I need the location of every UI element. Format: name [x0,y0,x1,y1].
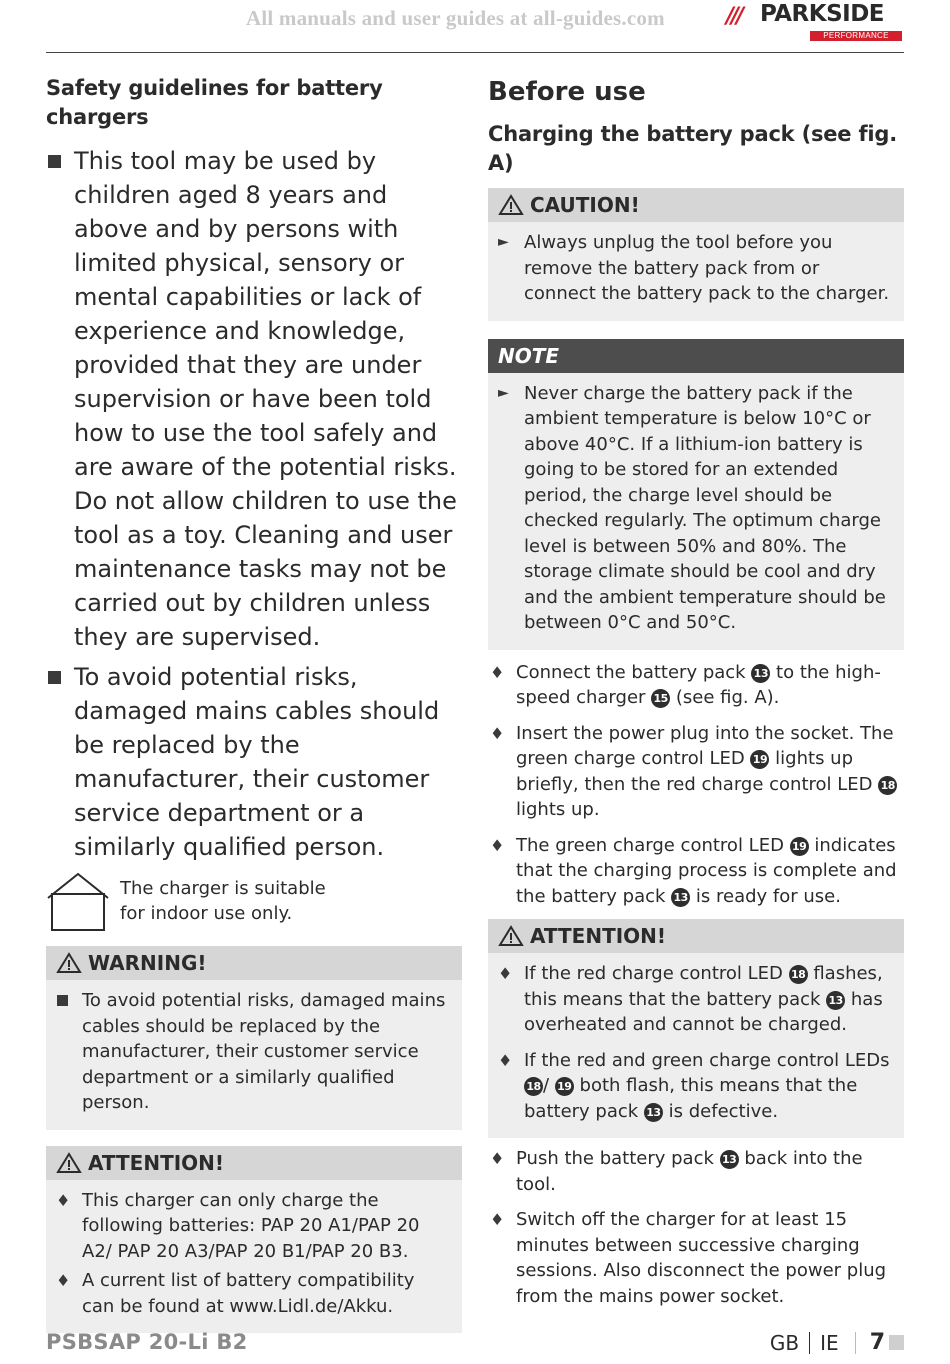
footer-page-info [770,1330,904,1355]
charging-subheading: Charging the battery pack (see fig. A) [488,122,898,175]
indoor-line-1: The charger is suitable [120,878,326,899]
list-item [488,833,904,910]
header-divider [46,52,904,53]
list-item-text: Always unplug the tool before you remove the battery pack from or connect the battery pack to the charger. [524,232,890,304]
diamond-bullet-icon: ♦ [490,1210,505,1229]
list-item [488,1146,904,1197]
footer-separator [809,1332,810,1354]
footer-separator [855,1332,856,1354]
list-item [56,1268,452,1319]
ref-number-red-led: 18 [524,1077,543,1096]
list-item [498,230,894,307]
ref-number-red-led: 18 [789,965,808,984]
footer-country-ie: IE [820,1330,839,1355]
attention-header [488,919,904,953]
logo-slashes: /// [726,4,742,29]
page-number: 7 [869,1330,885,1355]
diamond-bullet-icon: ♦ [490,1149,505,1168]
ref-number-green-led: 19 [555,1077,574,1096]
ref-number-battery-pack: 13 [751,664,770,683]
caution-box [488,188,904,321]
logo-wordmark: PARKSIDE [760,1,885,27]
note-body [488,373,904,642]
step-text: back into the tool. [516,1148,863,1195]
diamond-bullet-icon: ♦ [490,662,505,682]
diamond-bullet-icon: ♦ [56,1271,71,1290]
diamond-bullet-icon: ♦ [498,964,513,983]
list-item [488,1207,904,1309]
safety-list [46,144,462,864]
square-bullet-icon [48,155,61,168]
diamond-bullet-icon: ♦ [56,1190,71,1210]
step-text: Connect the battery pack [516,661,752,683]
indoor-use-text [120,876,326,926]
warning-triangle-icon [56,952,82,974]
ref-number-charger: 15 [651,689,670,708]
step-text: lights up briefly, then the red charge control LED [516,748,879,795]
watermark-text: All manuals and user guides at all-guides.com [246,6,665,30]
indoor-use-notice [46,870,462,936]
right-column [488,74,904,1319]
warning-triangle-icon [498,925,524,947]
step-text: Insert the power plug into the socket. The green charge control LED [516,722,894,769]
item-text: is defective. [662,1100,779,1122]
diamond-bullet-icon: ♦ [498,1050,513,1070]
warning-body [46,980,462,1122]
note-title: NOTE [498,343,560,368]
list-item [56,988,452,1116]
list-item-text: This charger can only charge the following batteries: PAP 20 A1/PAP 20 A2/ PAP 20 A3/PAP 20 B1/PAP 20 B3. [82,1189,420,1262]
step-text: Push the battery pack [516,1148,720,1169]
left-column [46,74,462,1333]
logo-performance-badge: PERFORMANCE [810,31,902,41]
item-text: has overheated and cannot be charged. [524,988,883,1035]
list-item [498,381,894,636]
step-text: indicates that the charging process is complete and the battery pack [516,834,897,907]
house-icon [46,872,110,932]
warning-triangle-icon [56,1152,82,1174]
parkside-logo [726,0,904,42]
list-item [46,144,462,654]
step-text: lights up. [516,799,600,820]
list-item [498,961,894,1038]
list-item-text: Never charge the battery pack if the ambient temperature is below 10°C or above 40°C. If a lithium-ion battery is going to be stored for an extended period, the charge level should be checked regularly. The optimum charge level is between 50% and 80%. The storage climate should be cool and dry and the ambient temperature should be between 0°C and 50°C. [524,382,886,633]
ref-number-battery-pack: 13 [671,888,690,907]
item-text: If the red charge control LED [524,963,789,984]
list-item [488,721,904,823]
list-item [56,1188,452,1265]
ref-number-battery-pack: 13 [644,1103,663,1122]
warning-triangle-icon [498,194,524,216]
note-box [488,339,904,650]
caution-body [488,222,904,313]
list-item [488,660,904,711]
caution-header [488,188,904,222]
footer-model-name: PSBSAP 20-Li B2 [46,1330,248,1354]
step-text: Switch off the charger for at least 15 minutes between successive charging sessions. Also disconnect the power plug from the mains power socket. [516,1209,887,1307]
item-text: both flash, this means that the battery pack [524,1075,858,1122]
attention-body [46,1180,462,1326]
page-marker-icon [889,1335,904,1350]
item-text: flashes, this means that the battery pack [524,963,883,1010]
ref-number-battery-pack: 13 [720,1150,739,1169]
ref-number-green-led: 19 [750,750,769,769]
list-item-text: To avoid potential risks, damaged mains cables should be replaced by the manufacturer, their customer service department or a similarly qualified person. [74,663,440,861]
list-item-text: To avoid potential risks, damaged mains cables should be replaced by the manufacturer, their customer service department or a similarly qualified person. [82,990,446,1113]
ref-number-battery-pack: 13 [826,991,845,1010]
triangle-bullet-icon: ► [498,384,509,401]
diamond-bullet-icon: ♦ [490,723,505,743]
before-use-title: Before use [488,77,646,107]
step-text: is ready for use. [690,885,841,907]
attention-box [46,1146,462,1334]
list-item [498,1048,894,1125]
diamond-bullet-icon: ♦ [490,835,505,855]
safety-heading: Safety guidelines for battery chargers [46,76,383,129]
note-header [488,339,904,373]
charging-steps [488,660,904,910]
step-text: The green charge control LED [516,834,790,856]
attention-body [488,953,904,1130]
warning-header [46,946,462,980]
step-text: (see fig. A). [670,687,780,708]
list-item-text: This tool may be used by children aged 8 years and above and by persons with limited physical, sensory or mental capabilities or lack of experience and knowledge, provided that they are under supervision or have been told how to use the tool safely and are aware of the potential risks. Do not allow children to use the tool as a toy. Cleaning and user maintenance tasks may not be carried out by children unless they are supervised. [74,147,457,651]
indoor-line-2: for indoor use only. [120,903,293,924]
final-steps [488,1146,904,1309]
footer-country-gb: GB [769,1330,800,1355]
list-item-text: A current list of battery compatibility can be found at www.Lidl.de/Akku. [82,1270,415,1317]
square-bullet-icon [48,671,61,684]
item-text: / [543,1075,555,1096]
attention-box-right [488,919,904,1138]
attention-title: ATTENTION! [530,924,667,948]
ref-number-green-led: 19 [790,837,809,856]
ref-number-red-led: 18 [878,776,897,795]
step-text: to the high-speed charger [516,661,881,708]
list-item [46,660,462,864]
square-bullet-icon [57,995,68,1006]
warning-box [46,946,462,1130]
caution-title: CAUTION! [530,193,640,217]
attention-title: ATTENTION! [88,1150,225,1175]
warning-title: WARNING! [88,951,207,975]
item-text: If the red and green charge control LEDs [524,1049,890,1071]
triangle-bullet-icon: ► [498,234,509,250]
attention-header [46,1146,462,1180]
